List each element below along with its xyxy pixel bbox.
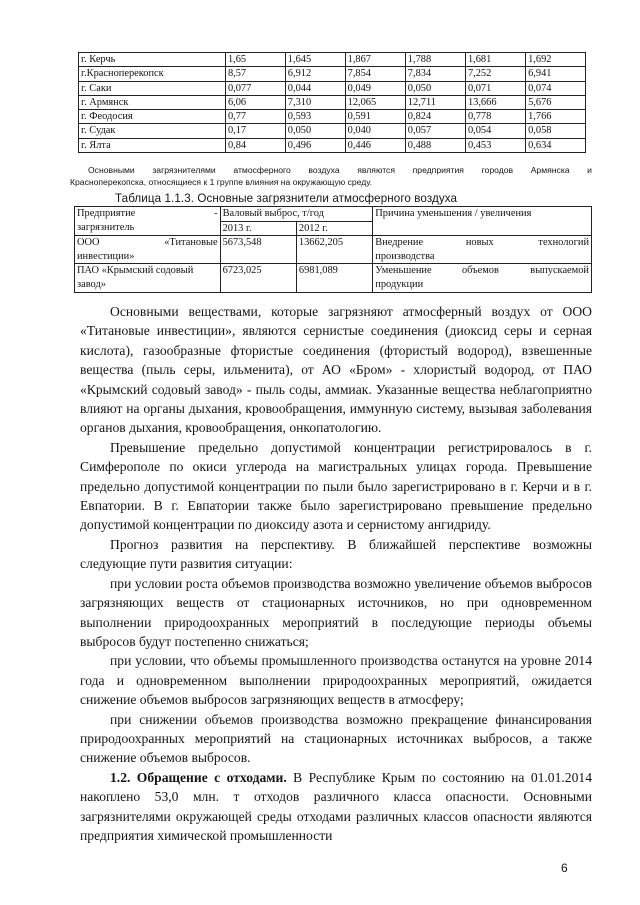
value-2013: 5673,548 [220,236,296,264]
reason-word: продукции [375,278,424,290]
emission-value: 8,57 [225,67,285,81]
emission-value: 7,834 [405,67,465,81]
emission-value: 12,711 [405,95,465,109]
table-row [79,138,586,152]
paragraph: Основными веществами, которые загрязняют атмосферный воздух от ООО «Титановые инвестиции», являются сернистые соединения (диоксид серы и серная кислота), газообразные фтористые соединения (фтористый водород), взвешенные вещества (пыль серы, ильменита), от АО «Бром» - хлористый водород, от ПАО «Крымский содовый завод» - пыль соды, аммиак. Указанные вещества неблагоприятно влияют на органы дыхания, кровообращения, иммунную систему, вызывая заболевания органов дыхания, кровообращения, онкопатологию. [80,304,592,436]
city-name: г. Саки [79,81,226,95]
emission-value: 0,077 [225,81,285,95]
value-2012: 13662,205 [296,236,372,264]
city-name: г. Феодосия [79,110,226,124]
emission-value: 13,666 [465,95,525,109]
table-row [79,67,586,81]
emission-value: 0,593 [285,110,345,124]
table-row [79,53,586,67]
emission-value: 0,453 [465,138,525,152]
section-text: В Республике Крым по состоянию на 01.01.2014 накоплено 53,0 млн. т отходов различного класса опасности. Основными загрязнителями окружающей среды отходами различных классов опасности являются предприятия химической промышленности [80,769,592,843]
header-year-2013: 2013 г. [220,221,296,236]
emission-value: 1,681 [465,53,525,67]
table-header-row [75,207,592,222]
paragraph: Прогноз развития на перспективу. В ближайшей перспективе возможны следующие пути развития ситуации: [80,536,592,572]
emission-value: 1,692 [526,53,586,67]
emission-value: 1,867 [345,53,405,67]
enterprise-name-part: «Титановые [164,237,218,249]
body-text [80,302,592,845]
value-2012: 6981,089 [296,264,372,292]
emission-value: 0,054 [465,124,525,138]
emission-value: 0,049 [345,81,405,95]
enterprise-pollutants-table [74,206,592,293]
emission-value: 0,778 [465,110,525,124]
emission-value: 0,057 [405,124,465,138]
emission-value: 0,17 [225,124,285,138]
reason-cell [373,264,592,292]
reason-word: Внедрение [375,237,424,249]
note-line: Красноперекопска, относящиеся к 1 группе влияния на окружающую среду. [70,177,373,187]
reason-word: производства [375,250,435,262]
emission-value: 12,065 [345,95,405,109]
table-row [79,110,586,124]
emission-value: 1,766 [526,110,586,124]
reason-word: объемов [461,265,499,277]
emission-value: 1,65 [225,53,285,67]
table-row [75,264,592,292]
cities-emissions-table [78,52,586,153]
enterprise-name-part: ПАО «Крымский содовый [77,265,194,277]
emission-value: 0,071 [465,81,525,95]
table-row [79,81,586,95]
emission-value: 7,252 [465,67,525,81]
emission-value: 1,645 [285,53,345,67]
emission-value: 0,050 [285,124,345,138]
enterprise-name [75,236,221,264]
emission-value: 7,310 [285,95,345,109]
emission-value: 0,446 [345,138,405,152]
emission-value: 0,84 [225,138,285,152]
emission-value: 6,06 [225,95,285,109]
city-name: г. Судак [79,124,226,138]
emission-value: 6,912 [285,67,345,81]
table-row [75,236,592,264]
header-enterprise-label-2: загрязнитель [77,221,135,233]
table-caption: Таблица 1.1.3. Основные загрязнители атмосферного воздуха [115,192,458,205]
table-row [79,95,586,109]
enterprise-name-part: ООО [77,237,100,249]
value-2013: 6723,025 [220,264,296,292]
emission-value: 7,854 [345,67,405,81]
table-note [70,164,592,188]
page-number: 6 [561,861,568,875]
paragraph: при снижении объемов производства возможно прекращение финансирования природоохранных мероприятий на стационарных источниках выбросов, а также снижение объемов выбросов. [80,711,592,766]
emission-value: 0,488 [405,138,465,152]
section-paragraph [80,768,592,846]
reason-word: выпускаемой [530,265,589,277]
reason-word: новых [465,237,494,249]
section-heading: 1.2. Обращение с отходами. [110,769,287,785]
emission-value: 0,040 [345,124,405,138]
emission-value: 0,591 [345,110,405,124]
emission-value: 0,496 [285,138,345,152]
reason-word: технологий [538,237,589,249]
emission-value: 6,941 [526,67,586,81]
emission-value: 0,634 [526,138,586,152]
header-enterprise-label: Предприятие [77,208,136,219]
table-row [79,124,586,138]
paragraph: при условии, что объемы промышленного производства останутся на уровне 2014 года и одновременном выполнении природоохранных мероприятий, ожидается снижение объемов выбросов загрязняющих веществ в атмосферу; [80,653,592,708]
emission-value: 0,824 [405,110,465,124]
reason-word: Уменьшение [375,265,432,277]
enterprise-name-part: завод» [77,278,106,290]
header-year-2012: 2012 г. [296,221,372,236]
emission-value: 0,77 [225,110,285,124]
reason-cell [373,236,592,264]
emission-value: 0,050 [405,81,465,95]
city-name: г. Армянск [79,95,226,109]
emission-value: 5,676 [526,95,586,109]
enterprise-name-part: инвестиции» [77,250,135,262]
note-line: Основными загрязнителями атмосферного воздуха являются предприятия городов Армянска и [88,165,592,175]
header-reason: Причина уменьшения / увеличения [373,207,592,236]
paragraph: Превышение предельно допустимой концентрации регистрировалось в г. Симферополе по окиси углерода на магистральных улицах города. Превышение предельно допустимой концентрации по пыли было зарегистрировано в г. Керчи и в г. Евпатории. В г. Евпатории также было зарегистрировано превышение предельно допустимой концентрации по диоксиду азота и сернистому ангидриду. [80,439,592,533]
header-dash: - [214,208,218,219]
enterprise-name [75,264,221,292]
city-name: г. Керчь [79,53,226,67]
header-gross-emission: Валовый выброс, т/год [220,207,373,222]
paragraph: при условии роста объемов производства возможно увеличение объемов выбросов загрязняющих веществ от стационарных источников, но при одновременном выполнении природоохранных мероприятий в последующие периоды объемы выбросов будут постепенно снижаться; [80,575,592,649]
emission-value: 1,788 [405,53,465,67]
city-name: г.Красноперекопск [79,67,226,81]
city-name: г. Ялта [79,138,226,152]
emission-value: 0,044 [285,81,345,95]
emission-value: 0,058 [526,124,586,138]
header-enterprise [75,207,221,236]
emission-value: 0,074 [526,81,586,95]
